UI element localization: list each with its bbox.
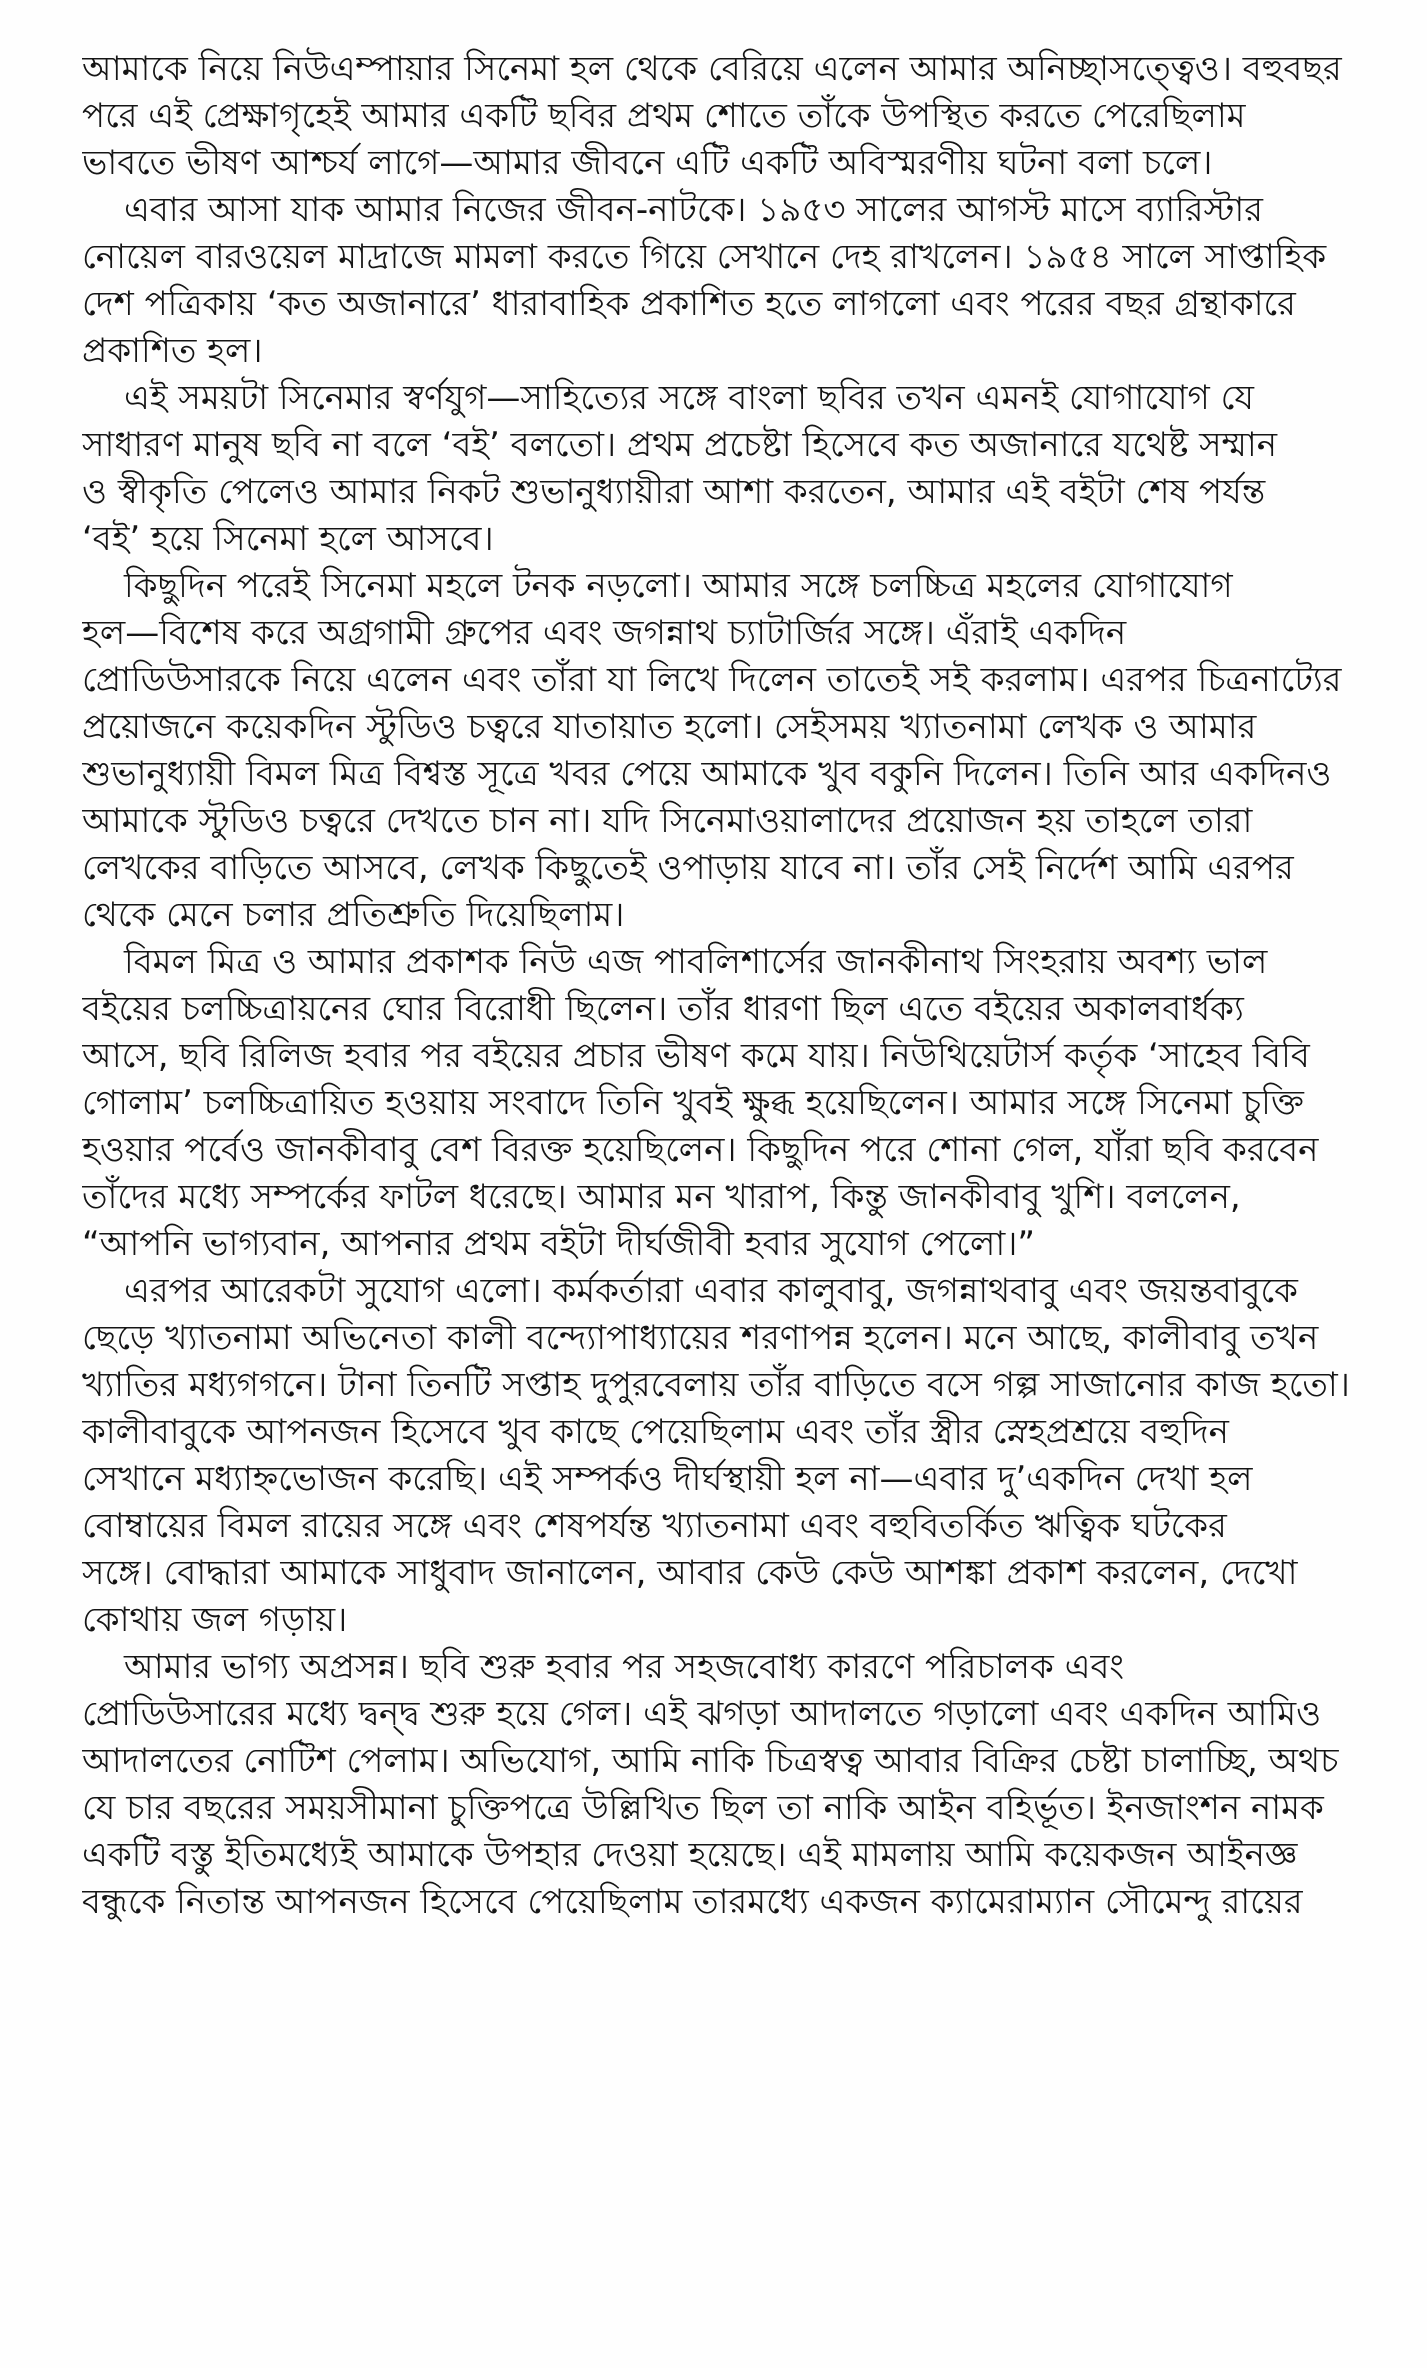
text-line: বিমল মিত্র ও আমার প্রকাশক নিউ এজ পাবলিশার্সের জানকীনাথ সিংহরায় অবশ্য ভাল <box>124 942 1268 982</box>
text-line: একটি বস্তু ইতিমধ্যেই আমাকে উপহার দেওয়া হয়েছে। এই মামলায় আমি কয়েকজন আইনজ্ঞ <box>82 1835 1298 1875</box>
text-line: আমাকে নিয়ে নিউএম্পায়ার সিনেমা হল থেকে বেরিয়ে এলেন আমার অনিচ্ছাসত্ত্বেও। বহুবছর <box>82 49 1342 89</box>
text-line: ছেড়ে খ্যাতনামা অভিনেতা কালী বন্দ্যোপাধ্যায়ের শরণাপন্ন হলেন। মনে আছে, কালীবাবু তখন <box>82 1318 1319 1358</box>
text-line: নোয়েল বারওয়েল মাদ্রাজে মামলা করতে গিয়ে সেখানে দেহ রাখলেন। ১৯৫৪ সালে সাপ্তাহিক <box>82 237 1327 277</box>
text-line: আদালতের নোটিশ পেলাম। অভিযোগ, আমি নাকি চিত্রস্বত্ব আবার বিক্রির চেষ্টা চালাচ্ছি, অথচ <box>82 1741 1339 1781</box>
text-line: ও স্বীকৃতি পেলেও আমার নিকট শুভানুধ্যায়ীরা আশা করতেন, আমার এই বইটা শেষ পর্যন্ত <box>82 472 1266 512</box>
text-line: লেখকের বাড়িতে আসবে, লেখক কিছুতেই ওপাড়ায় যাবে না। তাঁর সেই নির্দেশ আমি এরপর <box>82 848 1294 888</box>
text-line: বন্ধুকে নিতান্ত আপনজন হিসেবে পেয়েছিলাম তারমধ্যে একজন ক্যামেরাম্যান সৌমেন্দু রায়ের <box>82 1882 1303 1922</box>
text-line: কালীবাবুকে আপনজন হিসেবে খুব কাছে পেয়েছিলাম এবং তাঁর স্ত্রীর স্নেহপ্রশ্রয়ে বহুদিন <box>82 1412 1229 1452</box>
text-line: থেকে মেনে চলার প্রতিশ্রুতি দিয়েছিলাম। <box>82 895 625 935</box>
text-line: যে চার বছরের সময়সীমানা চুক্তিপত্রে উল্লিখিত ছিল তা নাকি আইন বহির্ভূত। ইনজাংশন নামক <box>82 1788 1324 1828</box>
text-line: এবার আসা যাক আমার নিজের জীবন-নাটকে। ১৯৫৩ সালের আগস্ট মাসে ব্যারিস্টার <box>124 190 1263 230</box>
text-line: হওয়ার পর্বেও জানকীবাবু বেশ বিরক্ত হয়েছিলেন। কিছুদিন পরে শোনা গেল, যাঁরা ছবি করবেন <box>82 1130 1319 1170</box>
text-line: বইয়ের চলচ্চিত্রায়নের ঘোর বিরোধী ছিলেন। তাঁর ধারণা ছিল এতে বইয়ের অকালবার্ধক্য <box>82 989 1244 1029</box>
text-line: শুভানুধ্যায়ী বিমল মিত্র বিশ্বস্ত সূত্রে খবর পেয়ে আমাকে খুব বকুনি দিলেন। তিনি আর একদিনও <box>82 754 1332 794</box>
text-line: গোলাম’ চলচ্চিত্রায়িত হওয়ায় সংবাদে তিনি খুবই ক্ষুব্ধ হয়েছিলেন। আমার সঙ্গে সিনেমা চুক্তি <box>82 1083 1304 1123</box>
text-line: খ্যাতির মধ্যগগনে। টানা তিনটি সপ্তাহ দুপুরবেলায় তাঁর বাড়িতে বসে গল্প সাজানোর কাজ হতো। <box>82 1365 1350 1405</box>
text-line: প্রয়োজনে কয়েকদিন স্টুডিও চত্বরে যাতায়াত হলো। সেইসময় খ্যাতনামা লেখক ও আমার <box>82 707 1257 747</box>
text-line: আমার ভাগ্য অপ্রসন্ন। ছবি শুরু হবার পর সহজবোধ্য কারণে পরিচালক এবং <box>124 1647 1125 1687</box>
paragraph <box>82 187 1372 375</box>
text-line: প্রোডিউসারকে নিয়ে এলেন এবং তাঁরা যা লিখে দিলেন তাতেই সই করলাম। এরপর চিত্রনাট্যের <box>82 660 1342 700</box>
paragraph <box>82 375 1372 563</box>
text-line: হল—বিশেষ করে অগ্রগামী গ্রুপের এবং জগন্নাথ চ্যাটার্জির সঙ্গে। এঁরাই একদিন <box>82 613 1127 653</box>
text-line: ভাবতে ভীষণ আশ্চর্য লাগে—আমার জীবনে এটি একটি অবিস্মরণীয় ঘটনা বলা চলে। <box>82 143 1213 183</box>
text-line: পরে এই প্রেক্ষাগৃহেই আমার একটি ছবির প্রথম শোতে তাঁকে উপস্থিত করতে পেরেছিলাম <box>82 96 1246 136</box>
paragraph <box>82 1644 1372 1926</box>
paragraph <box>82 46 1372 187</box>
text-line: কোথায় জল গড়ায়। <box>82 1600 348 1640</box>
text-line: প্রোডিউসারের মধ্যে দ্বন্দ্ব শুরু হয়ে গেল। এই ঝগড়া আদালতে গড়ালো এবং একদিন আমিও <box>82 1694 1322 1734</box>
text-line: সেখানে মধ্যাহ্নভোজন করেছি। এই সম্পর্কও দীর্ঘস্থায়ী হল না—এবার দু’একদিন দেখা হল <box>82 1459 1253 1499</box>
body-text <box>82 46 1372 1926</box>
text-line: সঙ্গে। বোদ্ধারা আমাকে সাধুবাদ জানালেন, আবার কেউ কেউ আশঙ্কা প্রকাশ করলেন, দেখো <box>82 1553 1298 1593</box>
paragraph <box>82 939 1372 1268</box>
paragraph <box>82 1268 1372 1644</box>
text-line: ‘বই’ হয়ে সিনেমা হলে আসবে। <box>82 519 494 559</box>
paragraph <box>82 563 1372 939</box>
text-line: “আপনি ভাগ্যবান, আপনার প্রথম বইটা দীর্ঘজীবী হবার সুযোগ পেলো।” <box>82 1224 1036 1264</box>
text-line: বোম্বায়ের বিমল রায়ের সঙ্গে এবং শেষপর্যন্ত খ্যাতনামা এবং বহুবিতর্কিত ঋত্বিক ঘটকের <box>82 1506 1227 1546</box>
text-line: দেশ পত্রিকায় ‘কত অজানারে’ ধারাবাহিক প্রকাশিত হতে লাগলো এবং পরের বছর গ্রন্থাকারে <box>82 284 1296 324</box>
text-line: আসে, ছবি রিলিজ হবার পর বইয়ের প্রচার ভীষণ কমে যায়। নিউথিয়েটার্স কর্তৃক ‘সাহেব বিবি <box>82 1036 1310 1076</box>
text-line: সাধারণ মানুষ ছবি না বলে ‘বই’ বলতো। প্রথম প্রচেষ্টা হিসেবে কত অজানারে যথেষ্ট সম্মান <box>82 425 1278 465</box>
text-line: আমাকে স্টুডিও চত্বরে দেখতে চান না। যদি সিনেমাওয়ালাদের প্রয়োজন হয় তাহলে তারা <box>82 801 1253 841</box>
text-line: তাঁদের মধ্যে সম্পর্কের ফাটল ধরেছে। আমার মন খারাপ, কিন্তু জানকীবাবু খুশি। বললেন, <box>82 1177 1241 1217</box>
text-line: প্রকাশিত হল। <box>82 331 263 371</box>
text-line: এরপর আরেকটা সুযোগ এলো। কর্মকর্তারা এবার কালুবাবু, জগন্নাথবাবু এবং জয়ন্তবাবুকে <box>124 1271 1298 1311</box>
text-line: কিছুদিন পরেই সিনেমা মহলে টনক নড়লো। আমার সঙ্গে চলচ্চিত্র মহলের যোগাযোগ <box>124 566 1233 606</box>
text-line: এই সময়টা সিনেমার স্বর্ণযুগ—সাহিত্যের সঙ্গে বাংলা ছবির তখন এমনই যোগাযোগ যে <box>124 378 1254 418</box>
